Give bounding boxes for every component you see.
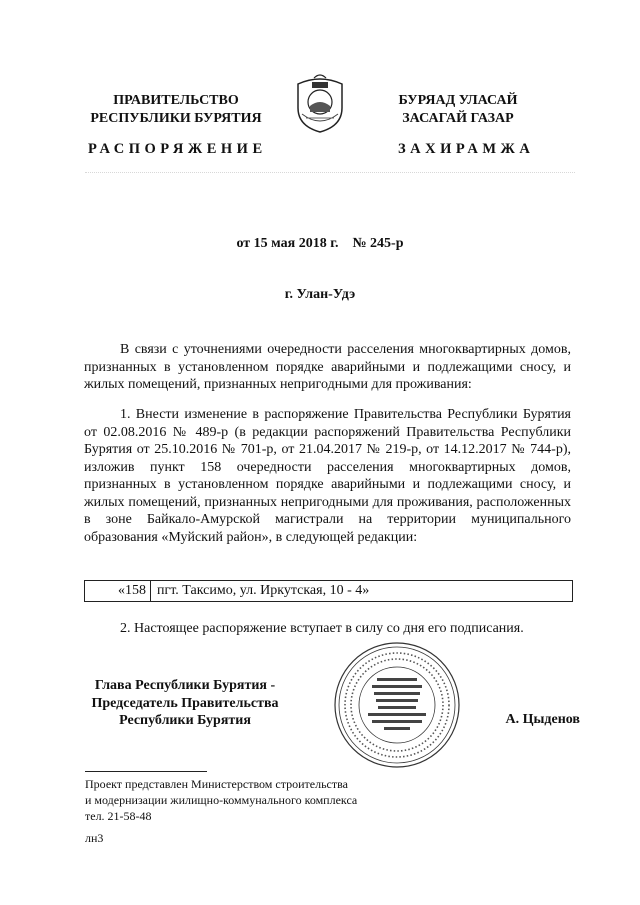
coat-of-arms-icon [292, 72, 348, 134]
header-right [368, 92, 548, 128]
header-right-line1: БУРЯАД УЛАСАЙ [398, 93, 518, 108]
footer-phone: тел. 21-58-48 [85, 809, 152, 823]
item-2 [84, 620, 571, 638]
document-type-ru: РАСПОРЯЖЕНИЕ [88, 141, 267, 157]
signature-line3: Республики Бурятия [119, 713, 251, 728]
header-right-line2: ЗАСАГАЙ ГАЗАР [402, 111, 514, 126]
footer-code: лн3 [85, 831, 104, 845]
header-left-line2: РЕСПУБЛИКИ БУРЯТИЯ [90, 111, 262, 126]
signatory-name: А. Цыденов [505, 712, 580, 727]
footer-line1: Проект представлен Министерством строительства [85, 777, 348, 791]
preamble-text: В связи с уточнениями очередности расселения многоквартирных домов, признанных в установленном порядке аварийными и подлежащими сносу, и жилых помещений, признанных непригодными для проживания: [84, 342, 571, 392]
official-stamp [332, 640, 462, 770]
date-number-line: от 15 мая 2018 г. № 245-р [236, 236, 404, 251]
preamble [84, 341, 571, 394]
document-type-bua: ЗАХИРАМЖА [398, 141, 535, 157]
table-cell-address: пгт. Таксимо, ул. Иркутская, 10 - 4» [157, 583, 370, 598]
signature-line2: Председатель Правительства [91, 695, 279, 711]
table-cell-number: «158 [85, 581, 151, 601]
header-left-line1: ПРАВИТЕЛЬСТВО [113, 93, 239, 108]
signature-title [72, 677, 298, 730]
item-2-text: 2. Настоящее распоряжение вступает в силу со дня его подписания. [120, 621, 524, 636]
item-1 [84, 406, 571, 546]
city-line: г. Улан-Удэ [284, 287, 356, 302]
table-row [84, 580, 573, 602]
header-divider [85, 172, 575, 174]
signature-line1: Глава Республики Бурятия - [94, 678, 276, 693]
header-left [88, 92, 264, 128]
footer-line2: и модернизации жилищно-коммунального комплекса [85, 793, 358, 807]
item-1-text: 1. Внести изменение в распоряжение Правительства Республики Бурятия от 02.08.2016 № 489-р (в редакции распоряжений Правительства Республики Бурятия от 25.10.2016 № 701-р, от 21.04.2017 № 219-р, от 14.12.2017 № 744-р), изложив пункт 158 очередности расселения многоквартирных домов, признанных в установленном порядке аварийными и подлежащими сносу, и жилых помещений, признанных непригодными для проживания, расположенных в зоне Байкало-Амурской магистрали на территории муниципального образования «Муйский район», в следующей редакции: [84, 407, 571, 545]
footer-note [85, 776, 357, 846]
footer-divider [85, 771, 207, 772]
